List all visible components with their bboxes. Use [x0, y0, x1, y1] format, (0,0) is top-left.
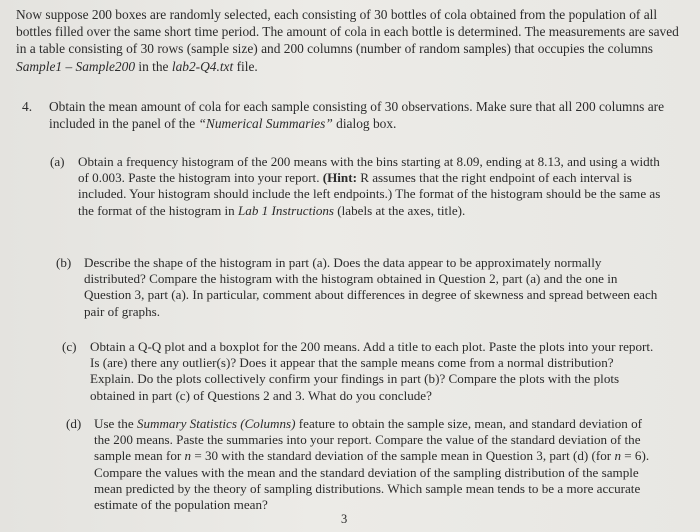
part-b [56, 255, 666, 320]
sample-columns-ref: Sample1 – Sample200 [16, 58, 136, 74]
question-4-text [49, 98, 672, 132]
part-b-label: (b) [56, 255, 72, 270]
summary-statistics-feature: Summary Statistics (Columns) [136, 416, 296, 431]
part-a-label: (a) [50, 154, 65, 169]
question-4 [22, 98, 672, 132]
n-variable-1: n [184, 448, 192, 464]
question-4-number: 4. [22, 99, 33, 114]
page-number: 3 [341, 512, 348, 526]
part-d [66, 416, 654, 513]
part-d-text-3: = 30 with the standard deviation of the sample mean in Question 3, part (d) (for [191, 448, 615, 464]
part-d-text [94, 416, 654, 513]
n-variable-2: n [614, 448, 621, 464]
data-file-name: lab2-Q4.txt [171, 58, 234, 74]
question-4-text-2: dialog box. [332, 116, 397, 132]
part-a-text-3: (labels at the axes, title). [334, 202, 466, 218]
part-b-text: Describe the shape of the histogram in part (a). Does the data appear to be approximately normally distributed? Compare the histogram with the histogram obtained in Question 2, part (a) and the one in Question 3, part (a). In particular, comment about differences in degree of skewness and spread between each pair of graphs. [84, 255, 658, 319]
part-d-label: (d) [66, 416, 82, 431]
part-d-text-1: Use the [94, 416, 137, 431]
dialog-name: “Numerical Summaries” [198, 116, 333, 132]
intro-paragraph [16, 6, 680, 75]
part-a-text-1: Obtain a frequency histogram of the 200 means with the bins starting at 8.09, ending at 8.13, and using a width of 0.003. Paste the histogram into your report. [78, 154, 660, 186]
part-a-text [78, 154, 662, 219]
intro-text-1: Now suppose 200 boxes are randomly selected, each consisting of 30 bottles of cola obtained from the population of all bottles filled over the same short time period. The amount of cola in each bottle is determined. The measurements are saved in a table consisting of 30 rows (sample size) and 200 columns (number of random samples) that occupies the columns [16, 7, 679, 57]
part-c-text: Obtain a Q-Q plot and a boxplot for the 200 means. Add a title to each plot. Paste the plots into your report. Is (are) there any outlier(s)? Does it appear that the sample means come from a normal distribution? Explain. Do the plots collectively confirm your findings in part (b)? Compare the plots with the plots obtained in part (c) of Questions 2 and 3. What do you conclude? [90, 339, 654, 403]
part-a [50, 154, 662, 219]
part-a-text-2: R assumes that the right endpoint of each interval is included. Your histogram should include the left endpoints.) The format of the histogram should be the same as the format of the histogram in [78, 170, 661, 218]
part-c [62, 339, 660, 404]
part-c-label: (c) [62, 339, 77, 354]
part-d-text-4: = 6). Compare the values with the mean and the standard deviation of the sampling distribution of the sample mean predicted by the theory of sampling distributions. Which sample mean tends to be a more accurate estimate of the population mean? [94, 448, 650, 513]
hint-label: (Hint: [322, 170, 357, 186]
intro-text-3: file. [233, 58, 258, 74]
lab1-reference: Lab 1 Instructions [238, 202, 335, 218]
part-d-text-2: feature to obtain the sample size, mean, and standard deviation of the 200 means. Paste the summaries into your report. Compare the value of the standard deviation of the sample mean for [94, 416, 642, 464]
intro-text-2: in the [135, 58, 172, 74]
question-4-text-1: Obtain the mean amount of cola for each sample consisting of 30 observations. Make sure that all 200 columns are included in the panel of the [49, 99, 665, 132]
